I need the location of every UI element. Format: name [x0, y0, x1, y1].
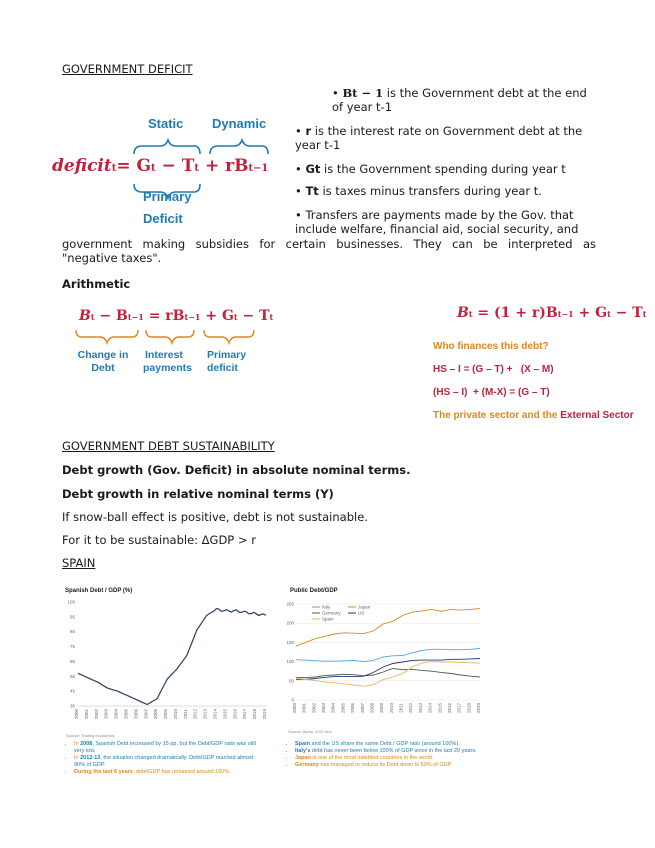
- section-title-debt-sustainability: GOVERNMENT DEBT SUSTAINABILITY: [62, 439, 275, 453]
- x-tick-label: 2018: [252, 709, 258, 720]
- x-tick-label: 2001: [301, 703, 307, 714]
- x-tick-label: 2007: [143, 709, 149, 720]
- public-debt-chart: [284, 596, 484, 728]
- x-tick-label: 2005: [340, 703, 346, 714]
- public-debt-chart-title: Public Debt/GDP: [290, 588, 338, 594]
- x-tick-label: 2001: [83, 709, 89, 720]
- x-tick-label: 2018: [466, 703, 472, 714]
- spain-note-0: [74, 741, 264, 755]
- note-text: , Spanish Debt increased by 15 pp. but the Debt/GDP ratio was still very low.: [74, 741, 256, 754]
- x-tick-label: 2016: [446, 703, 452, 714]
- note-text: has managed to reduce its Debt down to 59% of GDP: [318, 762, 452, 768]
- x-tick-label: 2012: [192, 709, 198, 720]
- x-tick-label: 2011: [182, 709, 188, 719]
- x-tick-label: 2014: [212, 709, 218, 720]
- primary-deficit-label: Primary deficit: [207, 349, 247, 374]
- x-tick-label: 2019: [262, 709, 267, 720]
- public-note-2: [295, 755, 477, 762]
- x-tick-label: 2006: [350, 703, 356, 714]
- transfers-line-2: include welfare, financial aid, social security, and: [295, 222, 579, 236]
- y-tick-label: 200: [286, 620, 294, 626]
- note-highlight: 2008: [80, 741, 93, 747]
- sustainability-condition: For it to be sustainable: ΔGDP > r: [62, 533, 256, 547]
- dynamic-brace: [210, 140, 268, 154]
- x-tick-label: 2000: [292, 703, 297, 714]
- y-tick-label: 35: [69, 703, 75, 709]
- note-highlight: During the last 6 years: [74, 769, 133, 775]
- public-note-0: [295, 741, 477, 748]
- note-text: and the US share the same Debt / GDP ratio (around 100%).: [309, 741, 460, 747]
- x-tick-label: 2007: [359, 703, 365, 714]
- bullet-gt: • Gt is the Government spending during year t: [295, 162, 566, 176]
- bullet-bt-1: • Bt − 1 is the Government debt at the end of year t-1: [332, 86, 587, 114]
- section-title-government-deficit: GOVERNMENT DEFICIT: [62, 62, 193, 76]
- deficit-equation: deficitt= Gt − Tt + rBt−1: [52, 156, 269, 176]
- x-tick-label: 2013: [417, 703, 423, 714]
- note-text: In: [74, 741, 81, 747]
- who-finances-debt: Who finances this debt?: [433, 341, 549, 352]
- x-tick-label: 2015: [437, 703, 443, 714]
- static-label: Static: [148, 116, 184, 131]
- primary-label: Primary: [143, 189, 192, 204]
- x-tick-label: 2010: [172, 709, 178, 720]
- bullet-tt: • Tt is taxes minus transfers during year t.: [295, 184, 542, 198]
- x-tick-label: 2003: [321, 703, 327, 714]
- spain-chart-title: Spanish Debt / GDP (%): [65, 588, 133, 594]
- y-tick-label: 0: [291, 697, 294, 703]
- legend-label-germany: Germany: [322, 610, 341, 616]
- interest-brace: [146, 330, 194, 343]
- y-tick-label: 85: [69, 629, 75, 635]
- x-tick-label: 2017: [242, 709, 248, 720]
- change-brace: [76, 330, 138, 343]
- primary-deficit-brace: [204, 330, 254, 343]
- spain-debt-series-line: [78, 609, 266, 705]
- snowball-effect: If snow-ball effect is positive, debt is not sustainable.: [62, 510, 368, 524]
- x-tick-label: 2011: [398, 703, 404, 713]
- x-tick-label: 2016: [232, 709, 238, 720]
- note-text: In: [74, 755, 81, 761]
- x-tick-label: 2014: [427, 703, 433, 714]
- identity-2: (HS – I) + (M-X) = (G – T): [433, 387, 550, 398]
- debt-growth-absolute: Debt growth (Gov. Deficit) in absolute nominal terms.: [62, 463, 411, 477]
- y-tick-label: 95: [69, 614, 75, 620]
- x-tick-label: 2009: [379, 703, 385, 714]
- note-highlight: Germany: [295, 762, 319, 768]
- x-tick-label: 2004: [330, 703, 336, 714]
- debt-accumulation-equation: Bt = (1 + r)Bt−1 + Gt − Tt: [457, 305, 647, 321]
- note-text: , debt/GDP has remained around 100%.: [133, 769, 231, 775]
- legend-label-us: US: [358, 610, 365, 616]
- x-tick-label: 2006: [133, 709, 139, 720]
- y-tick-label: 65: [69, 658, 75, 664]
- x-tick-label: 2000: [74, 709, 79, 720]
- spain-debt-chart: [62, 596, 272, 732]
- deficit-formula-figure: [50, 112, 285, 232]
- x-tick-label: 2019: [476, 703, 481, 714]
- y-tick-label: 250: [286, 601, 294, 607]
- spain-chart-source: Source: Trading economics: [66, 733, 115, 738]
- spain-notes: [66, 741, 264, 776]
- arithmetic-heading: Arithmetic: [62, 277, 131, 291]
- note-highlight: 2012-13: [80, 755, 101, 761]
- x-tick-label: 2013: [202, 709, 208, 720]
- y-tick-label: 45: [69, 688, 75, 694]
- y-tick-label: 150: [286, 639, 294, 645]
- identity-1: HS – I = (G – T) + (X – M): [433, 364, 554, 375]
- change-in-debt-label: Change in Debt: [77, 349, 129, 374]
- note-highlight: Japan: [295, 755, 311, 761]
- x-tick-label: 2015: [222, 709, 228, 720]
- x-tick-label: 2009: [163, 709, 169, 720]
- x-tick-label: 2017: [456, 703, 462, 714]
- x-tick-label: 2003: [103, 709, 109, 720]
- x-tick-label: 2012: [408, 703, 414, 714]
- dynamic-label: Dynamic: [212, 116, 267, 131]
- legend-label-italy: Italy: [322, 604, 331, 610]
- series-line-germany: [296, 669, 480, 678]
- x-tick-label: 2002: [311, 703, 317, 714]
- y-tick-label: 105: [67, 599, 75, 605]
- y-tick-label: 100: [286, 659, 294, 665]
- private-external-sector: The private sector and the External Sector: [433, 410, 634, 421]
- spain-note-1: [74, 755, 264, 769]
- y-tick-label: 55: [69, 673, 75, 679]
- public-debt-notes: [287, 741, 477, 769]
- y-tick-label: 75: [69, 644, 75, 650]
- transfers-line-3: government making subsidies for certain businesses. They can be interpreted as: [62, 237, 596, 251]
- legend-label-spain: Spain: [322, 616, 334, 622]
- x-tick-label: 2008: [369, 703, 375, 714]
- note-highlight: Spain: [295, 741, 310, 747]
- y-tick-label: 50: [288, 678, 294, 684]
- note-text: is one of the most indebted countries in the world.: [310, 755, 434, 761]
- x-tick-label: 2004: [113, 709, 119, 720]
- public-debt-chart-source: Source: Alpha, 2021 text: [288, 729, 332, 734]
- public-note-3: [295, 762, 477, 769]
- debt-change-equation: Bt − Bt−1 = rBt−1 + Gt − Tt: [79, 308, 274, 324]
- interest-payments-label: Interest payments: [143, 349, 193, 374]
- x-tick-label: 2008: [153, 709, 159, 720]
- note-text: debt has never been below 100% of GDP since in the last 20 years.: [310, 748, 477, 754]
- transfers-line-1: • Transfers are payments made by the Gov. that: [295, 208, 574, 222]
- public-note-1: [295, 748, 477, 755]
- note-highlight: Italy's: [295, 748, 311, 754]
- static-brace: [134, 140, 200, 154]
- x-tick-label: 2010: [388, 703, 394, 714]
- arithmetic-braces: [72, 328, 272, 348]
- note-text: , the situation changed dramatically. Debt/GDP reached almost 90% of GDP.: [74, 755, 254, 768]
- spain-note-2: [74, 769, 264, 776]
- legend-label-japan: Japan: [358, 604, 371, 610]
- spain-heading: SPAIN: [62, 556, 96, 570]
- transfers-line-4: "negative taxes".: [62, 251, 162, 265]
- x-tick-label: 2005: [123, 709, 129, 720]
- deficit-label: Deficit: [143, 211, 183, 226]
- bullet-r: • r is the interest rate on Government debt at the year t-1: [295, 124, 583, 152]
- debt-growth-relative: Debt growth in relative nominal terms (Y): [62, 487, 334, 501]
- x-tick-label: 2002: [93, 709, 99, 720]
